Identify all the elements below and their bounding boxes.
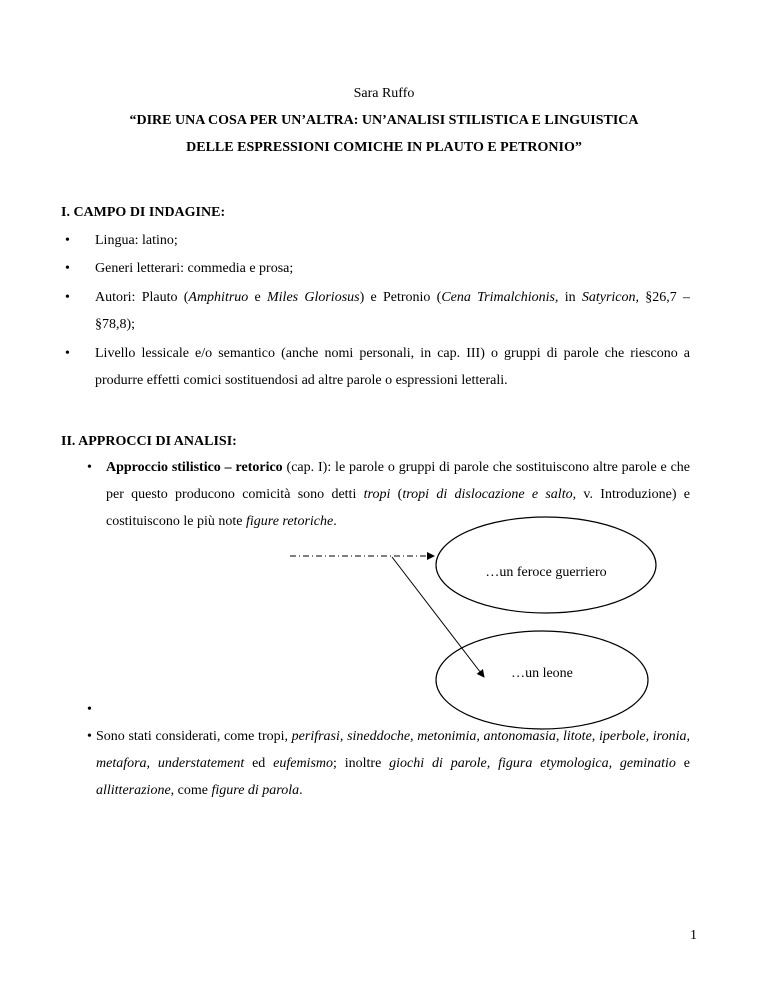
- ellipse-bottom-label: …un leone: [511, 666, 573, 681]
- bullet-glyph: •: [87, 729, 92, 744]
- bullet-glyph: •: [65, 290, 70, 305]
- bullet-glyph-empty: •: [87, 702, 92, 717]
- tropi-paragraph: Sono stati considerati, come tropi, perifrasi, sineddoche, metonimia, antonomasia, litote, iperbole, ironia, metafora, understatement ed eufemismo; inoltre giochi di parole, figura etymologica, geminatio e allitterazione, come figure di parola.: [96, 729, 690, 798]
- author-name: Sara Ruffo: [353, 86, 415, 101]
- page-number: 1: [690, 928, 697, 943]
- list-item-lingua: Lingua: latino;: [95, 233, 178, 248]
- approach-paragraph: Approccio stilistico – retorico (cap. I): le parole o gruppi di parole che sostituiscono altre parole e che per questo producono comicità sono detti tropi (tropi di dislocazione e salto, v. Introduzione) e costituiscono le più note figure retoriche.: [106, 460, 691, 529]
- bullet-glyph: •: [87, 460, 92, 475]
- bullet-glyph: •: [65, 346, 70, 361]
- title-line-2: DELLE ESPRESSIONI COMICHE IN PLAUTO E PETRONIO”: [186, 140, 582, 155]
- section-2-heading: II. APPROCCI DI ANALISI:: [61, 434, 237, 449]
- section-1-heading: I. CAMPO DI INDAGINE:: [61, 205, 226, 220]
- list-item-livello: Livello lessicale e/o semantico (anche nomi personali, in cap. III) o gruppi di parole che riescono a produrre effetti comici sostituendosi ad altre parole o espressioni letterali.: [95, 346, 690, 388]
- bullet-glyph: •: [65, 261, 70, 276]
- bullet-glyph: •: [65, 233, 70, 248]
- title-line-1: “DIRE UNA COSA PER UN’ALTRA: UN’ANALISI STILISTICA E LINGUISTICA: [129, 113, 639, 128]
- ellipse-top-label: …un feroce guerriero: [485, 565, 607, 580]
- list-item-generi: Generi letterari: commedia e prosa;: [95, 261, 294, 276]
- list-item-autori: Autori: Plauto (Amphitruo e Miles Gloriosus) e Petronio (Cena Trimalchionis, in Satyricon, §26,7 – §78,8);: [95, 290, 691, 332]
